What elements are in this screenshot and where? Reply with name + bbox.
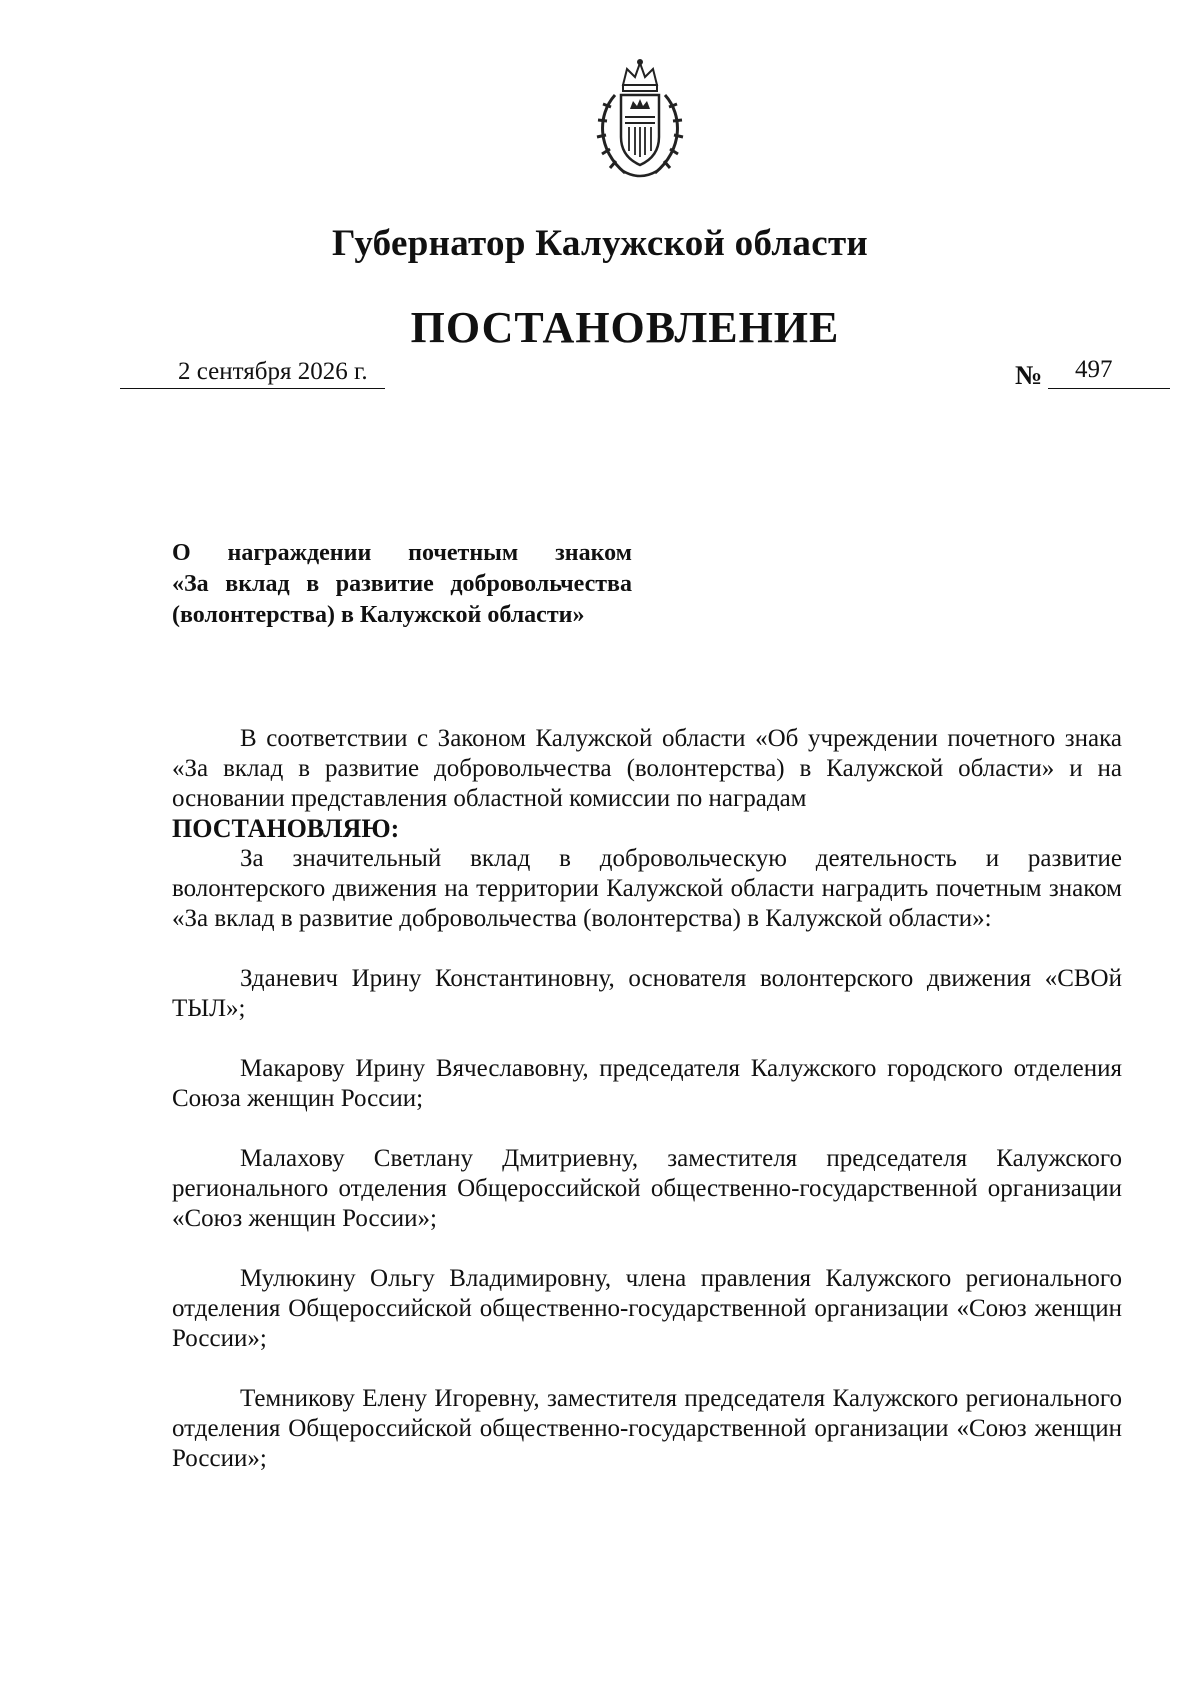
awardee-item: Темникову Елену Игоревну, заместителя председателя Калужского регионального отделения Общероссийской общественно-государственной организации «Союз женщин России»; [172,1385,1122,1472]
decree-word: ПОСТАНОВЛЯЮ: [172,814,400,843]
document-number: 497 [1075,356,1113,383]
preamble-paragraph: В соответствии с Законом Калужской области «Об учреждении почетного знака «За вклад в развитие добровольчества (волонтерства) в Калужской области» и на основании представления областной комиссии по наградам [172,725,1122,812]
awardee-item: Зданевич Ирину Константиновну, основателя волонтерского движения «СВОй ТЫЛ»; [172,965,1122,1022]
resolution-paragraph: За значительный вклад в добровольческую деятельность и развитие волонтерского движения на территории Калужской области наградить почетным знаком «За вклад в развитие добровольчества (волонтерства) в Калужской области»: [172,845,1122,932]
document-type-heading: ПОСТАНОВЛЕНИЕ [410,303,840,352]
date-field [120,352,385,389]
document-subject [172,538,632,631]
number-field [1048,352,1170,389]
awardee-item: Макарову Ирину Вячеславовну, председателя Калужского городского отделения Союза женщин России; [172,1055,1122,1112]
document-body [172,724,1122,1474]
subject-line: (волонтерства) в Калужской области» [172,602,585,628]
issuer-title: Губернатор Калужской области [331,223,869,264]
kaluga-coat-of-arms-icon [585,55,695,185]
awardee-item: Малахову Светлану Дмитриевну, заместителя председателя Калужского регионального отделения Общероссийской общественно-государственной организации «Союз женщин России»; [172,1145,1122,1232]
subject-line: «За вклад в развитие добровольчества [172,571,632,597]
number-sign: № [1015,360,1043,390]
subject-line: О награждении почетным знаком [172,540,632,566]
awardee-item: Мулюкину Ольгу Владимировну, члена правления Калужского регионального отделения Общероссийской общественно-государственной организации «Союз женщин России»; [172,1265,1122,1352]
document-date: 2 сентября 2026 г. [178,358,368,385]
